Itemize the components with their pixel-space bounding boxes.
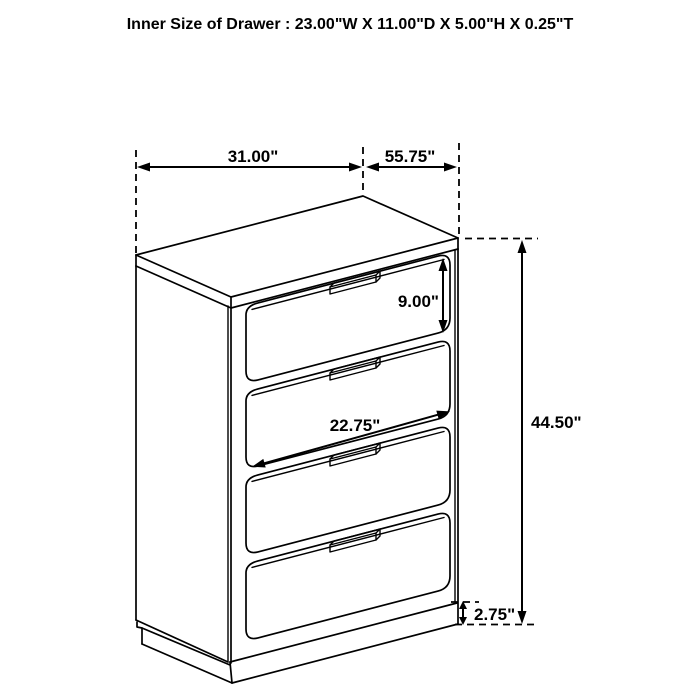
top-depth-label: 55.75" (384, 147, 436, 166)
chest-drawing (136, 196, 458, 683)
chest-side-panel (136, 266, 228, 662)
chest-base-plinth (137, 622, 458, 683)
overall-height-dimension (518, 240, 582, 624)
drawer-4 (246, 513, 450, 638)
overall-height-label: 44.50" (531, 413, 582, 432)
top-depth-dimension (366, 147, 457, 172)
drawer-height-label: 9.00" (397, 292, 439, 311)
top-width-dimension (137, 147, 362, 172)
drawer-width-dimension (252, 411, 450, 468)
top-width-label: 31.00" (227, 147, 279, 166)
drawer-width-label: 22.75" (329, 416, 381, 435)
extension-lines (136, 143, 539, 625)
drawer-1 (246, 255, 450, 380)
drawer-2 (246, 341, 450, 466)
drawer-3 (246, 427, 450, 552)
base-height-label: 2.75" (474, 605, 516, 624)
page-title: Inner Size of Drawer : 23.00"W X 11.00"D X 5.00"H X 0.25"T (126, 16, 574, 33)
base-height-dimension (459, 601, 515, 625)
